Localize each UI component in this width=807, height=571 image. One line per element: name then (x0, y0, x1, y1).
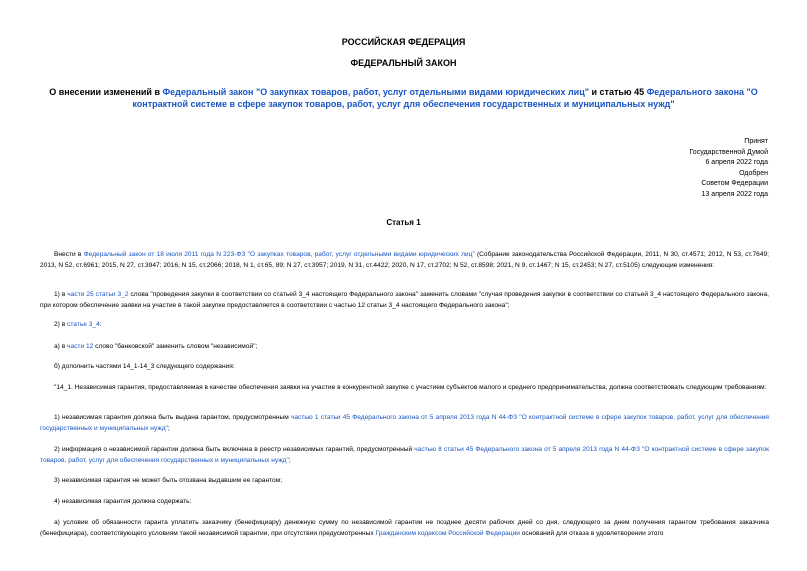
link-part-25-art-3-2[interactable]: части 25 статьи 3_2 (67, 291, 129, 298)
adoption-line: Принят (744, 138, 768, 145)
paragraph (40, 290, 769, 311)
title-text: О внесении изменений в (49, 87, 163, 97)
paragraph (40, 250, 769, 271)
adoption-line: Одобрен (739, 169, 768, 177)
paragraph-text: ; (167, 424, 170, 432)
doc-type-heading: ФЕДЕРАЛЬНЫЙ ЗАКОН (350, 58, 457, 68)
paragraph (40, 342, 769, 353)
paragraph-text: слово "банковской" заменить словом "независимой"; (93, 343, 258, 350)
paragraph (40, 445, 769, 466)
paragraph (40, 518, 769, 539)
paragraph-text: оснований для отказа в удовлетворении этого (519, 529, 664, 537)
paragraph-text: 2) в (54, 321, 68, 328)
paragraph-text: Внести в (54, 251, 84, 258)
paragraph-text: 1) независимая гарантия должна быть выдана гарантом, предусмотренным (54, 414, 291, 421)
paragraph-text: 1) в (54, 291, 68, 298)
adoption-line: 6 апреля 2022 года (705, 159, 768, 167)
link-part-12[interactable]: части 12 (67, 343, 94, 350)
paragraph: б) дополнить частями 14_1-14_3 следующего содержания: (54, 363, 235, 370)
country-heading: РОССИЙСКАЯ ФЕДЕРАЦИЯ (341, 37, 466, 47)
paragraph-text: : (99, 321, 102, 328)
title-link-44fz[interactable]: Федерального закона "О контрактной системе в сфере закупок товаров, работ, услуг для обеспечения государственных и муниципальных нужд" (132, 87, 758, 109)
law-link-223fz[interactable]: Федеральный закон от 18 июля 2011 года N 223-ФЗ "О закупках товаров, работ, услуг отдельными видами юридических лиц" (83, 251, 475, 258)
adoption-line: Государственной Думой (689, 148, 768, 156)
title-link-223fz[interactable]: Федеральный закон "О закупках товаров, работ, услуг отдельными видами юридических лиц" (162, 87, 590, 97)
paragraph: 3) независимая гарантия не может быть отозвана выдавшим ее гарантом; (54, 477, 283, 484)
adoption-block (689, 137, 768, 201)
paragraph: 4) независимая гарантия должна содержать: (54, 498, 192, 505)
adoption-line: Советом Федерации (701, 180, 768, 188)
paragraph (40, 413, 769, 434)
paragraph-text: (Собрание законодательства Российской Федерации, 2011, N 30, ст.4571; 2012, N 53, ст.7649; 2013, N 52, ст.6961; 2015, N 27, ст.3947; 2016, N 15, ст.2066; 2018, N 1, ст.65, 89; N 27, ст.3957; 2019, N 31, ст.4422; 2020, N 17, ст.2702; N 52, ст.8598; 2021, N 9, ст.1467; N 15, ст.2453; N 27, ст.5105) следующие изменения: (40, 251, 770, 269)
paragraph (40, 320, 769, 331)
link-part-8-art-45[interactable]: частью 8 статьи 45 Федерального закона от 5 апреля 2013 года N 44-ФЗ "О контрактной системе в сфере закупок товаров, работ, услуг для обеспечения государственных и муниципальных нужд" (40, 446, 769, 464)
link-art-3-4[interactable]: статье 3_4 (67, 321, 100, 328)
paragraph-text: слова "проведения закупки в соответствии со статьей 3_4 настоящего Федерального закона" заменить словами "случая проведения закупки в соответствии со статьей 3_4 настоящего Федерального закона, при котором обеспечение заявки на участие в такой закупке предоставляется в соответствии с частью 12 статьи 3_4 настоящего Федерального закона"; (40, 291, 770, 309)
paragraph: "14_1. Независимая гарантия, предоставляемая в качестве обеспечения заявки на участие в конкурентной закупке с участием субъектов малого и среднего предпринимательства, должна соответствовать следующим требованиям: (54, 384, 767, 391)
title-text: и статью 45 (589, 87, 647, 97)
law-title (40, 86, 767, 110)
paragraph-text: а) условие об обязанности гаранта уплатить заказчику (бенефициару) денежную сумму по независимой гарантии не позднее десяти рабочих дней со дня, следующего за днем получения гарантом требования заказчика (бенефициара), соответствующего условиям такой независимой гарантии, при отсутствии предусмотренных (40, 519, 769, 537)
link-part-1-art-45[interactable]: частью 1 статьи 45 Федерального закона от 5 апреля 2013 года N 44-ФЗ "О контрактной системе в сфере закупок товаров, работ, услуг для обеспечения государственных и муниципальных нужд" (40, 414, 769, 432)
link-civil-code[interactable]: Гражданским кодексом Российской Федерации (375, 529, 520, 537)
paragraph-text: а) в (54, 343, 68, 350)
article-heading: Статья 1 (386, 218, 421, 227)
adoption-line: 13 апреля 2022 года (701, 190, 768, 198)
paragraph-text: 2) информация о независимой гарантии должна быть включена в реестр независимых гарантий, предусмотренный (54, 446, 415, 453)
paragraph-text: ; (288, 456, 291, 464)
